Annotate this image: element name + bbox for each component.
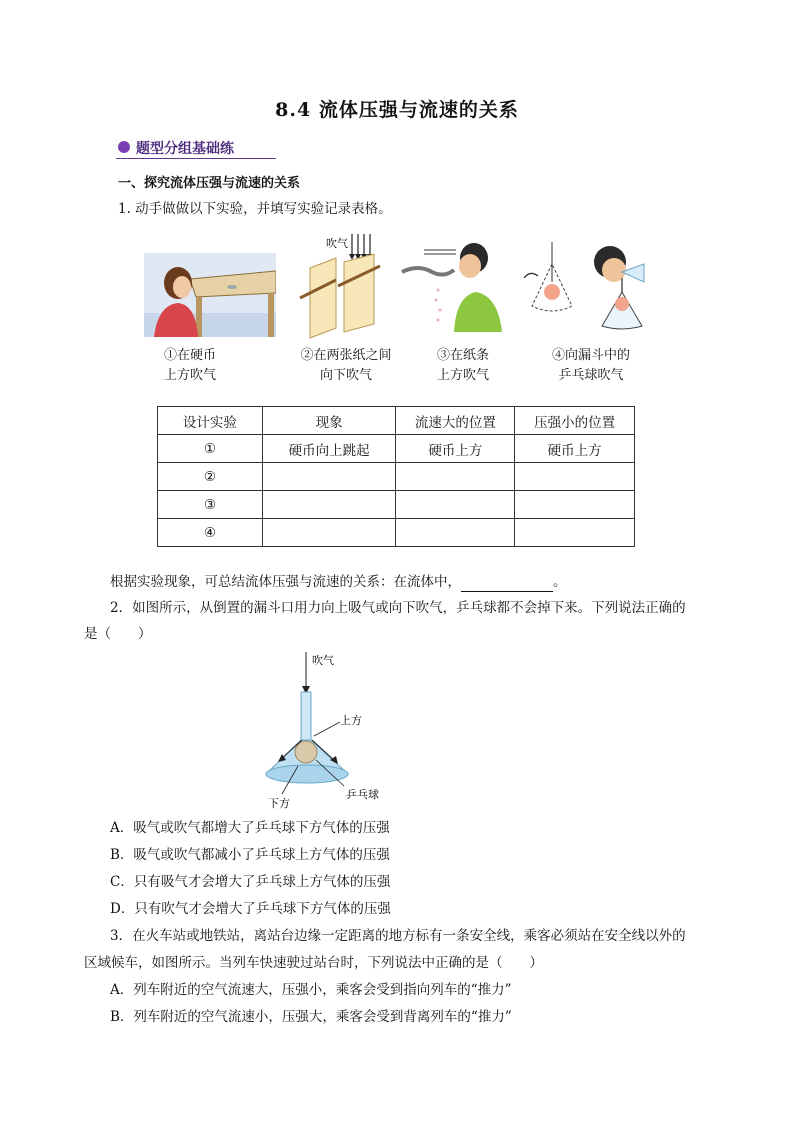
caption-4: ④向漏斗中的 乒乓球吹气 [551,348,630,383]
q1-text: 1. 动手做做以下实验，并填写实验记录表格。 [118,201,392,217]
table-header-cell: 设计实验 [158,407,263,435]
figure-coin-experiment [144,253,276,337]
q1-conclusion: 根据实验现象，可总结流体压强与流速的关系：在流体中， 。 [110,574,567,590]
q2-option-b[interactable]: B．吸气或吹气都减小了乒乓球上方气体的压强 [110,847,390,863]
table-row [158,463,635,491]
bullet-dot-icon [118,141,130,153]
table-cell[interactable] [396,491,515,519]
figure-two-papers [296,232,388,340]
table-header-row [158,407,635,435]
table-cell: ④ [158,519,263,547]
table-cell[interactable] [515,519,635,547]
table-row [158,491,635,519]
table-header-cell: 流速大的位置 [396,407,515,435]
table-cell[interactable] [262,491,396,519]
record-table [157,406,635,547]
table-cell[interactable] [396,519,515,547]
table-cell: ② [158,463,263,491]
q2-option-a[interactable]: A．吸气或吹气都增大了乒乓球下方气体的压强 [110,820,390,836]
q2-option-c[interactable]: C．只有吸气才会增大了乒乓球上方气体的压强 [110,874,391,890]
figure-paper-strip [398,240,504,332]
table-cell[interactable] [396,463,515,491]
q3-line1: 3．在火车站或地铁站，离站台边缘一定距离的地方标有一条安全线，乘客必须站在安全线以外的 [110,928,686,944]
table-cell: 硬币上方 [515,435,635,463]
table-header-cell: 压强小的位置 [515,407,635,435]
table-cell: ① [158,435,263,463]
fig-label-blow: 吹气 [312,654,334,667]
q3-option-b[interactable]: B．列车附近的空气流速小，压强大，乘客会受到背离列车的“推力” [110,1009,512,1025]
figure-funnel-diagram [258,648,398,814]
table-header-cell: 现象 [262,407,396,435]
table-row [158,519,635,547]
figure-funnel-ball [518,242,648,332]
table-row [158,435,635,463]
caption-3: ③在纸条 上方吹气 [436,348,489,383]
caption-2: ②在两张纸之间 向下吹气 [300,348,392,383]
blow-label: 吹气 [326,237,348,250]
page-title: 8.4 流体压强与流速的关系 [275,99,519,121]
table-cell: 硬币向上跳起 [262,435,396,463]
caption-1: ①在硬币 上方吹气 [163,348,216,383]
q3-option-a[interactable]: A．列车附近的空气流速大，压强小，乘客会受到指向列车的“推力” [110,982,512,998]
answer-blank[interactable] [461,577,553,592]
table-cell[interactable] [515,491,635,519]
section-tag [116,138,276,159]
section-tag-label: 题型分组基础练 [136,141,234,157]
section-heading: 一、探究流体压强与流速的关系 [118,176,301,191]
fig-label-ball: 乒乓球 [346,788,379,801]
q3-line2: 区域候车，如图所示。当列车快速驶过站台时，下列说法中正确的是（ ） [84,955,543,971]
q2-option-d[interactable]: D．只有吹气才会增大了乒乓球下方气体的压强 [110,901,391,917]
table-cell[interactable] [262,463,396,491]
table-cell: ③ [158,491,263,519]
table-cell[interactable] [515,463,635,491]
q2-line1: 2．如图所示，从倒置的漏斗口用力向上吸气或向下吹气，乒乓球都不会掉下来。下列说法正确的 [110,600,686,616]
q2-line2: 是（ ） [84,626,152,642]
fig-label-bottom: 下方 [268,797,290,810]
table-cell: 硬币上方 [396,435,515,463]
table-cell[interactable] [262,519,396,547]
fig-label-top: 上方 [340,714,362,727]
